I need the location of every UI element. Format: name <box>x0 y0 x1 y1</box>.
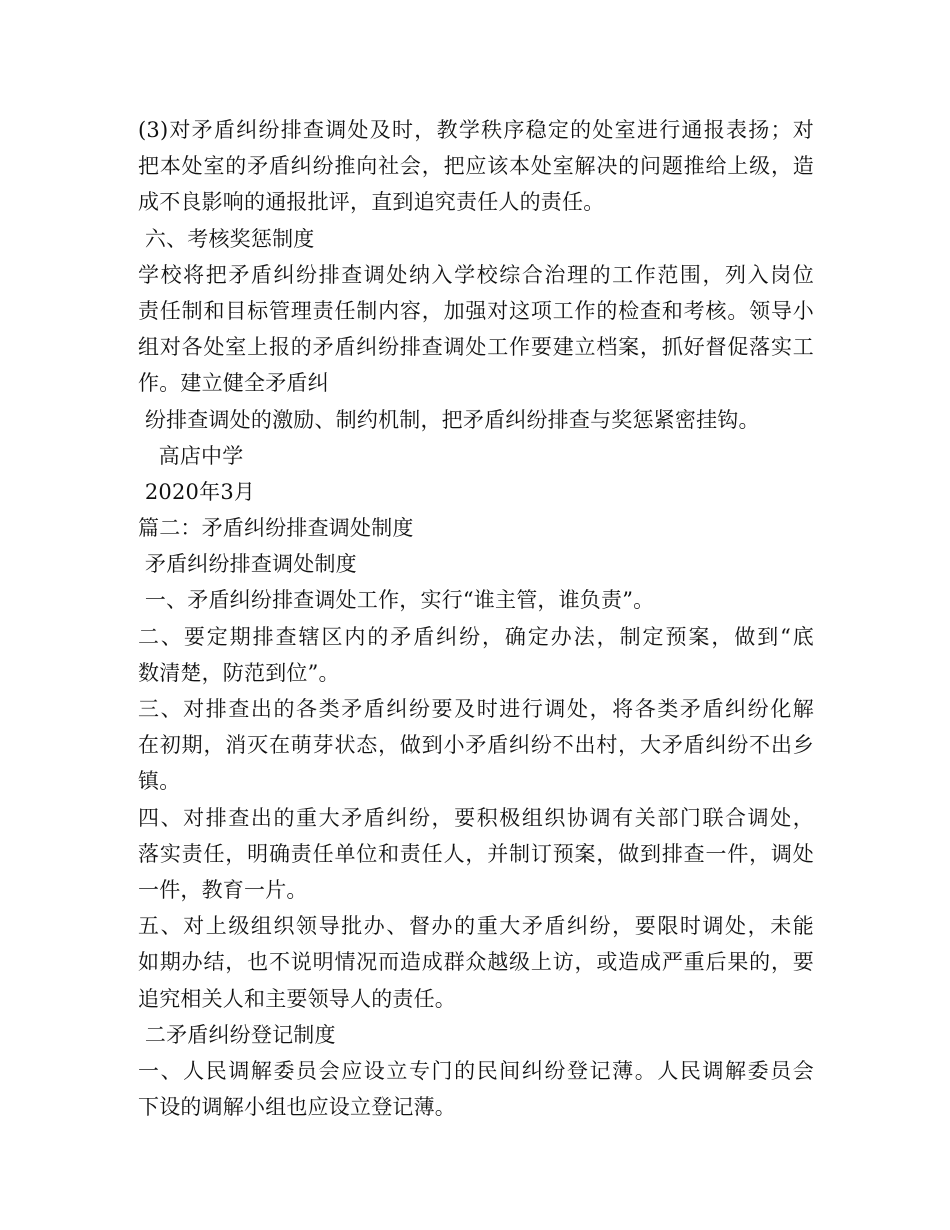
text-line: 一、人民调解委员会应设立专门的民间纠纷登记薄。人民调解委员会 <box>138 1058 814 1083</box>
text-line: 一件，教育一片。 <box>138 877 308 902</box>
section-heading: 二矛盾纠纷登记制度 <box>138 1022 336 1047</box>
text-line: 五、对上级组织领导批办、督办的重大矛盾纠纷，要限时调处，未能 <box>138 914 814 939</box>
text-line: 镇。 <box>138 769 181 794</box>
signature-date: 2020年3月 <box>138 479 256 504</box>
chapter-heading: 篇二：矛盾纠纷排查调处制度 <box>138 516 414 541</box>
text-line: 一、矛盾纠纷排查调处工作，实行“谁主管，谁负责”。 <box>138 588 655 613</box>
document-body <box>138 112 814 1125</box>
text-line: 数清楚，防范到位”。 <box>138 660 340 685</box>
text-line: 下设的调解小组也应设立登记薄。 <box>138 1095 456 1120</box>
text-line: 责任制和目标管理责任制内容，加强对这项工作的检查和考核。领导小 <box>138 298 814 323</box>
text-line: 在初期，消灭在萌芽状态，做到小矛盾纠纷不出村，大矛盾纠纷不出乡 <box>138 733 814 758</box>
text-line: 成不良影响的通报批评，直到追究责任人的责任。 <box>138 190 605 215</box>
document-title: 矛盾纠纷排查调处制度 <box>138 552 357 577</box>
text-line: 纷排查调处的激励、制约机制，把矛盾纠纷排查与奖惩紧密挂钩。 <box>138 407 760 432</box>
text-line: 如期办结，也不说明情况而造成群众越级上访，或造成严重后果的，要 <box>138 950 814 975</box>
text-line: 三、对排查出的各类矛盾纠纷要及时进行调处，将各类矛盾纠纷化解 <box>138 697 814 721</box>
text-line: 把本处室的矛盾纠纷推向社会，把应该本处室解决的问题推给上级，造 <box>138 154 814 179</box>
text-line: 组对各处室上报的矛盾纠纷排查调处工作要建立档案，抓好督促落实工 <box>138 335 814 360</box>
text-line: 学校将把矛盾纠纷排查调处纳入学校综合治理的工作范围，列入岗位 <box>138 262 814 287</box>
text-line: 四、对排查出的重大矛盾纠纷，要积极组织协调有关部门联合调处， <box>138 805 814 830</box>
text-line: 作。建立健全矛盾纠 <box>138 371 329 396</box>
text-line: (3)对矛盾纠纷排查调处及时，教学秩序稳定的处室进行通报表扬；对 <box>138 118 814 142</box>
text-line: 追究相关人和主要领导人的责任。 <box>138 986 456 1011</box>
text-line: 落实责任，明确责任单位和责任人，并制订预案，做到排查一件，调处 <box>138 841 814 866</box>
signature-organization: 高店中学 <box>138 443 244 468</box>
section-heading: 六、考核奖惩制度 <box>138 226 315 251</box>
text-line: 二、要定期排查辖区内的矛盾纠纷，确定办法，制定预案，做到“底 <box>138 624 814 649</box>
